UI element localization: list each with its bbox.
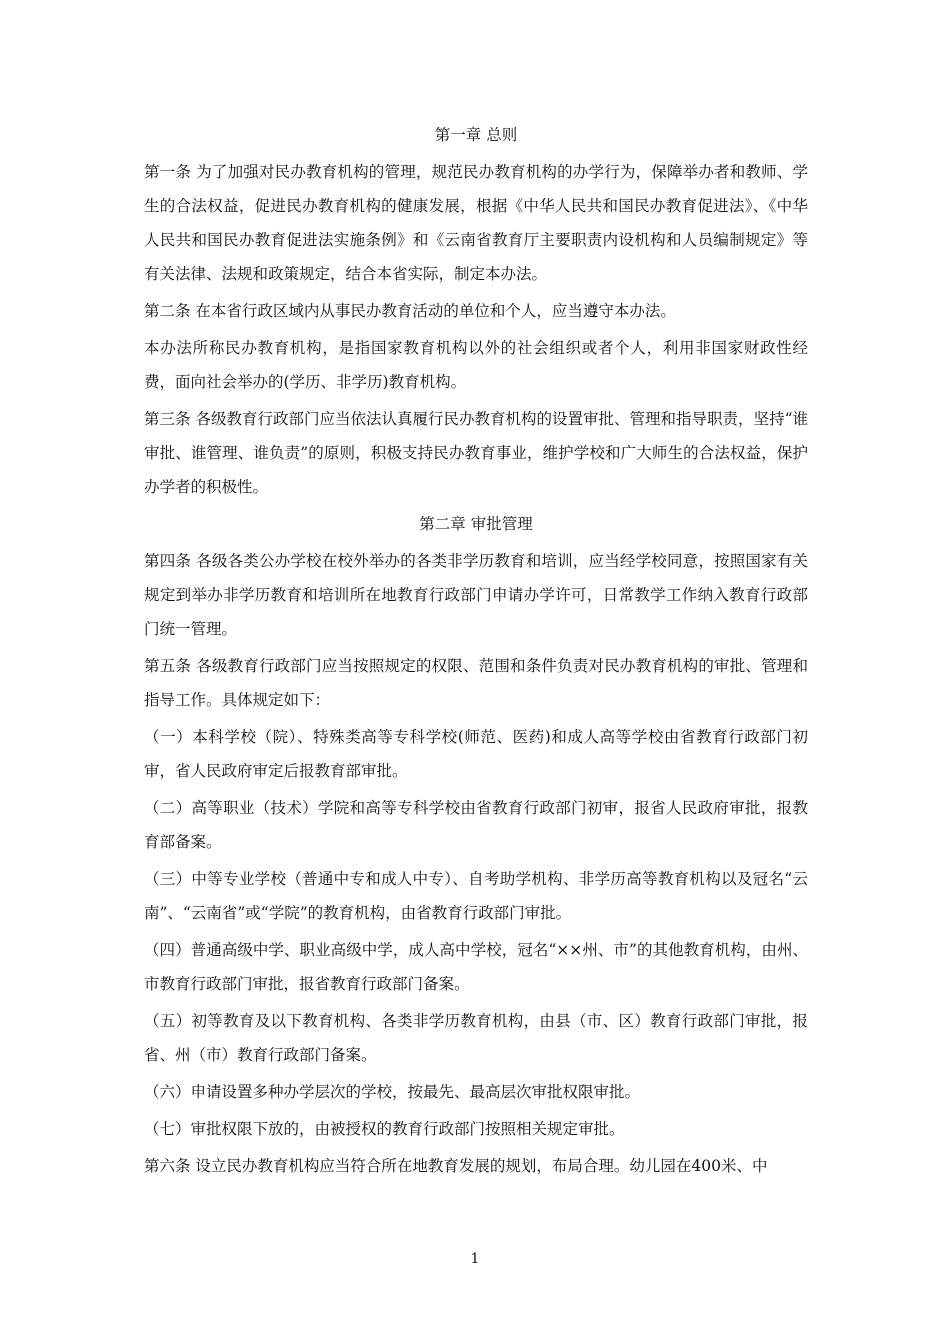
article-5: 第五条 各级教育行政部门应当按照规定的权限、范围和条件负责对民办教育机构的审批、管理和指导工作。具体规定如下： [144, 657, 808, 709]
page-number: 1 [470, 1251, 480, 1267]
article-5-item-5: （五）初等教育及以下教育机构、各类非学历教育机构，由县（市、区）教育行政部门审批，报省、州（市）教育行政部门备案。 [144, 1012, 808, 1064]
article-3: 第三条 各级教育行政部门应当依法认真履行民办教育机构的设置审批、管理和指导职责，坚持“谁审批、谁管理、谁负责”的原则，积极支持民办教育事业，维护学校和广大师生的合法权益，保护办学者的积极性。 [144, 410, 808, 496]
article-5-item-3: （三）中等专业学校（普通中专和成人中专）、自考助学机构、非学历高等教育机构以及冠名“云南”、“云南省”或“学院”的教育机构，由省教育行政部门审批。 [144, 870, 808, 922]
document-body [144, 118, 808, 1183]
article-5-item-2: （二）高等职业（技术）学院和高等专科学校由省教育行政部门初审，报省人民政府审批，报教育部备案。 [144, 799, 808, 851]
chapter-1-heading: 第一章 总则 [434, 126, 518, 144]
article-2-definition: 本办法所称民办教育机构，是指国家教育机构以外的社会组织或者个人，利用非国家财政性经费，面向社会举办的(学历、非学历)教育机构。 [144, 339, 808, 391]
article-2: 第二条 在本省行政区域内从事民办教育活动的单位和个人，应当遵守本办法。 [144, 302, 676, 320]
article-5-item-1: （一）本科学校（院）、特殊类高等专科学校(师范、医药)和成人高等学校由省教育行政部门初审，省人民政府审定后报教育部审批。 [144, 728, 808, 780]
article-4: 第四条 各级各类公办学校在校外举办的各类非学历教育和培训，应当经学校同意，按照国家有关规定到举办非学历教育和培训所在地教育行政部门申请办学许可，日常教学工作纳入教育行政部门统一管理。 [144, 552, 808, 638]
article-6: 第六条 设立民办教育机构应当符合所在地教育发展的规划，布局合理。幼儿园在400米、中 [144, 1157, 768, 1175]
article-5-item-6: （六）申请设置多种办学层次的学校，按最先、最高层次审批权限审批。 [144, 1083, 641, 1101]
article-5-item-4: （四）普通高级中学、职业高级中学，成人高中学校，冠名“××州、市”的其他教育机构，由州、市教育行政部门审批，报省教育行政部门备案。 [144, 941, 808, 993]
chapter-2-heading: 第二章 审批管理 [419, 515, 533, 533]
article-5-item-7: （七）审批权限下放的，由被授权的教育行政部门按照相关规定审批。 [144, 1120, 625, 1138]
article-1: 第一条 为了加强对民办教育机构的管理，规范民办教育机构的办学行为，保障举办者和教师、学生的合法权益，促进民办教育机构的健康发展，根据《中华人民共和国民办教育促进法》、《中华人民共和国民办教育促进法实施条例》和《云南省教育厅主要职责内设机构和人员编制规定》等有关法律、法规和政策规定，结合本省实际，制定本办法。 [144, 163, 808, 283]
